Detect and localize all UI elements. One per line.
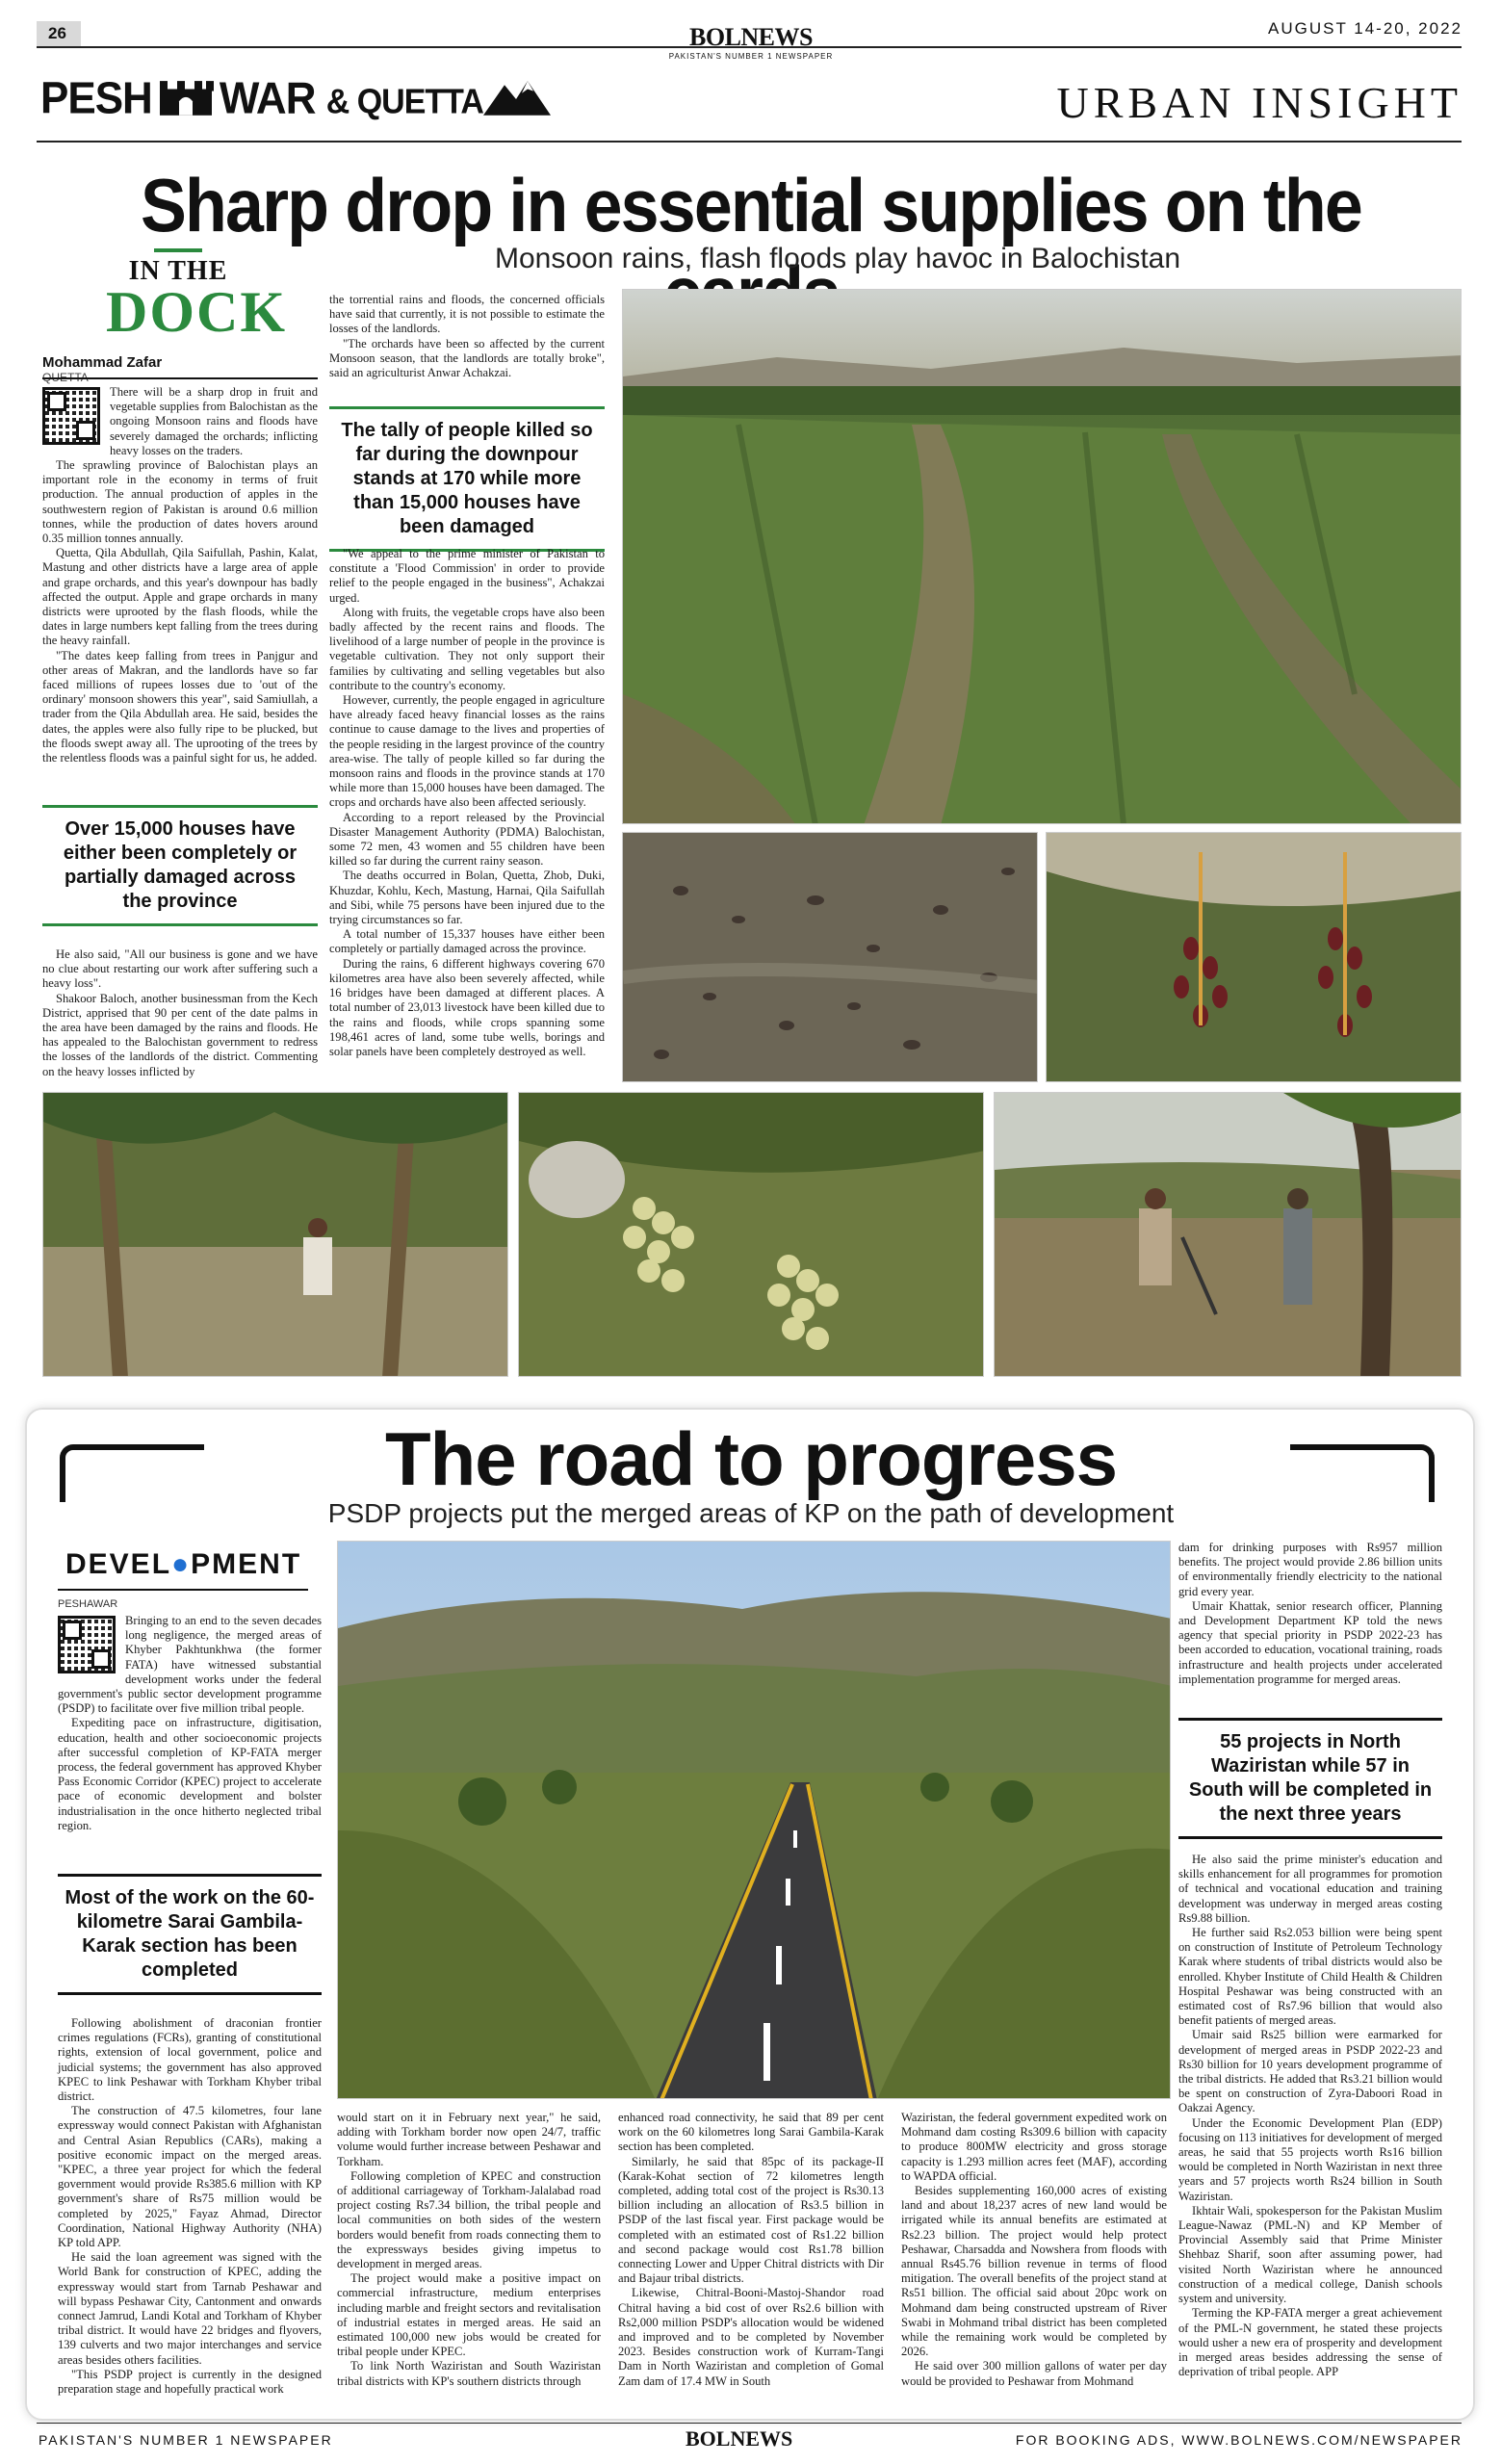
footer-ads-link[interactable]: FOR BOOKING ADS, WWW.BOLNEWS.COM/NEWSPAPER [1015, 2432, 1462, 2448]
story1-headline: Sharp drop in essential supplies on the [140, 163, 1361, 247]
photo-farmers-digging [994, 1092, 1462, 1377]
story1-byline [42, 354, 283, 384]
kicker-accent-bar [154, 248, 202, 252]
paragraph: A total number of 15,337 houses have either been completely or partially damaged across the province. [329, 927, 605, 956]
paragraph: The deaths occurred in Bolan, Quetta, Zhob, Duki, Khuzdar, Kohlu, Kech, Mastung, Harnai, Qila Saifullah and Sibi, while 75 persons have been injured due to the trying circumstances so far. [329, 869, 605, 927]
fallen-dates-image [623, 833, 1038, 1082]
paragraph: Likewise, Chitral-Booni-Mastoj-Shandor road Chitral having a bid cost of over Rs2.6 billion with Rs2,000 million PSDP's allocation would be widened and improved and to be completed by November 2023. Besides construction work of Kurram-Tangi Dam in North Waziristan and completion of Gomal Zam dam of 17.4 MW in South [618, 2286, 884, 2388]
headline-bracket-left [60, 1444, 204, 1502]
story2-pullquote-a: Most of the work on the 60-kilometre Sarai Gambila-Karak section has been completed [58, 1874, 322, 1995]
mountain-icon [483, 77, 551, 117]
story2-subhead: PSDP projects put the merged areas of KP on the path of development [327, 1498, 1175, 1528]
paragraph: He said over 300 million gallons of water per day would be provided to Peshawar from Mohmand [901, 2359, 1167, 2388]
masthead-logo [664, 23, 838, 61]
fort-icon [152, 77, 220, 117]
kicker-rule [58, 1589, 308, 1591]
paragraph: According to a report released by the Provincial Disaster Management Authority (PDMA) Balochistan, some 72 men, 43 women and 55 children have been killed so far during the current rainy season. [329, 810, 605, 869]
qr-code[interactable] [42, 387, 100, 445]
footer-tagline: PAKISTAN'S NUMBER 1 NEWSPAPER [39, 2432, 333, 2448]
paragraph: He also said the prime minister's education and skills enhancement for all programmes for promotion of technical and vocational education and training development was underway in merged areas costing Rs9.88 billion. [1178, 1853, 1442, 1925]
story1-column-1 [42, 385, 318, 765]
story2-column-e [1178, 1541, 1442, 1687]
photo-grapes [518, 1092, 984, 1377]
in-the-dock-kicker [106, 248, 287, 344]
paragraph: Under the Economic Development Plan (EDP) focusing on 113 initiatives for development of merged areas, he said that 55 projects worth Rs16 billion would be completed in North Waziristan in next three years and 57 projects worth Rs24 billion in South Waziristan. [1178, 2115, 1442, 2203]
paragraph: There will be a sharp drop in fruit and vegetable supplies from Balochistan as the ongoing Monsoon rains and floods have severely damaged the orchards; inflicting heavy losses on the traders. [110, 385, 318, 457]
paragraph: Terming the KP-FATA merger a great achievement of the PML-N government, he stated these projects would usher a new era of prosperity and development in merged areas besides addressing the sense of deprivation of tribal people. APP [1178, 2306, 1442, 2379]
paragraph: Shakoor Baloch, another businessman from the Kech District, apprised that 90 per cent of the date palms in the area have been damaged by the rains and floods. He has appealed to the Balochistan government to redress the losses of the landlords of the district. Commenting on the heavy losses inflicted by [42, 991, 318, 1078]
paragraph: dam for drinking purposes with Rs957 million benefits. The project would provide 2.86 billion units of environmentally friendly electricity to the national grid every year. [1178, 1541, 1442, 1598]
paragraph: Bringing to an end to the seven decades long negligence, the merged areas of Khyber Pakhtunkhwa (the former FATA) have witnessed substantial development works under the federal government's public sector development programme (PSDP) to facilitate over five million tribal people. [58, 1614, 322, 1716]
paragraph: To link North Waziristan and South Waziristan tribal districts with KP's southern districts through [337, 2359, 601, 2388]
story2-column-c [618, 2111, 884, 2389]
section-left-part-b: WAR [219, 73, 316, 124]
paragraph: Waziristan, the federal government expedited work on Mohmand dam costing Rs309.6 billion with capacity to produce 800MW electricity and gross storage capacity is 1.293 million acres feet (MAF), according to WAPDA official. [901, 2111, 1167, 2183]
story2-column-d [901, 2111, 1167, 2389]
paragraph: The construction of 47.5 kilometres, four lane expressway would connect Pakistan with Afghanistan and Central Asian Republics (CARs), making a positive economic impact on the merged areas. "KPEC, a three year project for which the federal government would provide Rs385.6 million with KP government's share of Rs75 million would be completed by 2025," Fayaz Ahmad, Director Coordination, National Highway Authority (NHA) KP told APP. [58, 2104, 322, 2250]
paragraph: Following completion of KPEC and construction of additional carriageway of Torkham-Jalalabad road project costing Rs7.34 billion, the tribal people and local communities on both sides of the western borders would benefit from roads connecting them to the expressways besides giving impetus to development in merged areas. [337, 2168, 601, 2271]
paragraph: would start on it in February next year," he said, adding with Torkham border now open 24/7, traffic volume would further increase between Peshawar and Torkham. [337, 2111, 601, 2168]
footer-logo: BOLNEWS [686, 2426, 793, 2451]
paragraph: Ikhtair Wali, spokesperson for the Pakistan Muslim League-Nawaz (PML-N) and KP Member of Provincial Assembly said that Prime Minister Shehbaz Sharif, soon after assuming power, had visited North Waziristan where he announced construction of a medical college, Danish schools system and university. [1178, 2203, 1442, 2306]
field-image [623, 290, 1462, 824]
kicker-in-the: IN THE [128, 256, 228, 286]
paragraph: He said the loan agreement was signed with the World Bank for construction of KPEC, adding the expressway would start from Tarnab Peshawar and will bypass Peshawar City, Cantonment and onwards connect Jamrud, Landi Kotal and Torkham of Khyber tribal district. It would have 22 bridges and flyovers, 139 culverts and two major interchanges and service areas besides others facilities. [58, 2250, 322, 2367]
paragraph: He also said, "All our business is gone and we have no clue about restarting our work after suffering such a heavy loss". [42, 947, 318, 991]
paragraph: Besides supplementing 160,000 acres of existing land and about 18,237 acres of new land would be irrigated while its annual benefits are estimated at Rs2.23 billion. The project would help protect Peshawar, Charsadda and Nowshera from floods with annual Rs45.76 billion revenue in terms of flood mitigation. The overall benefits of the project stand at Rs51 billion. The official said about 20pc work on Mohmand dam being constructed upstream of River Swabi in Mohmand tribal district has been completed while the remaining work would be completed by 2026. [901, 2184, 1167, 2359]
section-left-part-a: PESH [40, 73, 152, 124]
farmers-image [995, 1093, 1462, 1377]
masthead-paper-name: BOLNEWS [689, 23, 813, 51]
paragraph: Umair Khattak, senior research officer, Planning and Development Department KP told the news agency that special priority in PSDP 2022-23 has been accorded to education, vocational training, roads infrastructure and health projects under accelerated implementation programme for merged areas. [1178, 1598, 1442, 1686]
story2-column-a2 [58, 2016, 322, 2397]
photo-fallen-dates [622, 832, 1038, 1082]
flame-o-icon: ● [171, 1548, 192, 1580]
byline-name: Mohammad Zafar [42, 354, 163, 371]
section-title-right: URBAN INSIGHT [1056, 78, 1462, 127]
development-kicker [65, 1548, 301, 1581]
qr-code[interactable] [58, 1616, 116, 1673]
kicker-part-a: DEVEL [65, 1548, 172, 1580]
story2-column-b [337, 2111, 601, 2389]
paragraph: Following abolishment of draconian frontier crimes regulations (FCRs), granting of constitutional rights, extension of local government, police and judicial systems; the government has also approved KPEC to link Peshawar with Torkham Khyber tribal district. [58, 2016, 322, 2104]
paragraph: During the rains, 6 different highways covering 670 kilometres area have also been severely affected, while 16 bridges have been damaged at different places. A total number of 23,013 livestock have been killed due to the rains and floods, while crops spanning some 198,461 acres of land, some tube wells, borings and solar panels have been completely destroyed as well. [329, 956, 605, 1058]
story2-column-e2 [1178, 1853, 1442, 2379]
paragraph: the torrential rains and floods, the concerned officials have said that currently, it is not possible to estimate the losses of the landlords. [329, 293, 605, 336]
paragraph: Umair said Rs25 billion were earmarked for development of merged areas in PSDP 2022-23 and Rs30 billion for 10 years development programme of the tribal districts. He added that Rs3.21 billion would be spent on construction of Zyra-Daboori Road in Oakzai Agency. [1178, 2028, 1442, 2115]
story2-column-a [58, 1614, 322, 1833]
byline-rule [42, 377, 318, 379]
paragraph: Quetta, Qila Abdullah, Qila Saifullah, Pashin, Kalat, Mastung and other districts have a large area of apple and grape orchards, and this year's downpour has badly affected the output. Apple and grape orchards in many districts were uprooted by the flash floods, while the dates in large numbers kept falling from the trees during the heavy rainfall. [42, 546, 318, 648]
paragraph: The sprawling province of Balochistan plays an important role in the economy in terms of fruit production. The annual production of apples in the southwestern region of Pakistan is around 0.6 million tonnes, while the production of dates hovers around 0.35 million tonnes annually. [42, 458, 318, 546]
masthead-bottom-rule [37, 141, 1462, 143]
story2-headline: The road to progress [384, 1416, 1118, 1501]
story1-column-1b [42, 947, 318, 1079]
story1-column-2a [329, 293, 605, 380]
date-bunch-image [1047, 833, 1462, 1082]
paragraph: enhanced road connectivity, he said that 89 per cent work on the 60 kilometres long Sarai Gambila-Karak section has been completed. [618, 2111, 884, 2154]
paragraph: Expediting pace on infrastructure, digitisation, education, health and other socioeconomic projects after successful completion of KP-FATA merger process, the federal government has approved Khyber Pass Economic Corridor (KPEC) project to accelerate pace of economic development and bolster industrialisation in the once hitherto neglected tribal region. [58, 1716, 322, 1832]
footer-rule [37, 2423, 1462, 2424]
road-image [338, 1542, 1171, 2099]
photo-date-palm-worker [42, 1092, 508, 1377]
story1-pullquote-1: Over 15,000 houses have either been completely or partially damaged across the province [42, 805, 318, 926]
issue-date: AUGUST 14-20, 2022 [1268, 19, 1462, 38]
paragraph: The project would make a positive impact on commercial infrastructure, medium enterprises including marble and freight sectors and revitalisation of industrial estates in merged areas. He said an estimated 100,000 new jobs would be created for tribal people under KPEC. [337, 2271, 601, 2359]
story1-pullquote-2: The tally of people killed so far during the downpour stands at 170 while more than 15,000 houses have been damaged [329, 406, 605, 552]
story2-pullquote-e: 55 projects in North Waziristan while 57 in South will be completed in the next three years [1178, 1718, 1442, 1839]
palm-worker-image [43, 1093, 508, 1377]
paragraph: However, currently, the people engaged in agriculture have already faced heavy financial losses as the rains continue to cause damage to the lives and properties of the people residing in the largest province of the country area-wise. The tally of people killed so far during the monsoon rains and floods in the province stands at 170 while more than 15,000 houses have been damaged. The crops and orchards have also been affected seriously. [329, 693, 605, 810]
story1-column-2b [329, 547, 605, 1059]
section-title-left [40, 74, 551, 125]
paragraph: "The orchards have been so affected by the current Monsoon season, that the landlords are totally broke", said an agriculturist Anwar Achakzai. [329, 336, 605, 380]
headline-bracket-right [1290, 1444, 1435, 1502]
kicker-dock: DOCK [106, 280, 287, 344]
paragraph: He further said Rs2.053 billion were being spent on construction of Institute of Petroleum Technology Karak where students of tribal districts would also be enrolled. Khyber Institute of Child Health & Children Hospital Peshawar was being constructed with an estimated cost of Rs7.96 billion that would also benefit patients of merged areas. [1178, 1926, 1442, 2028]
paragraph: Along with fruits, the vegetable crops have also been badly affected by the recent rains and floods. The livelihood of a large number of people in the province is vegetable cultivation. They not only support their families by cultivating and selling vegetables but also contribute to the country's economy. [329, 605, 605, 692]
grapes-image [519, 1093, 984, 1377]
paragraph: "We appeal to the prime minister of Pakistan to constitute a 'Flood Commission' in order to provide relief to the people engaged in the business", Achakzai urged. [329, 547, 605, 605]
story1-subhead: Monsoon rains, flash floods play havoc in Balochistan [494, 243, 1181, 274]
photo-road [337, 1541, 1171, 2099]
photo-date-bunch [1046, 832, 1462, 1082]
paragraph: "The dates keep falling from trees in Panjgur and other areas of Makran, and the landlords have so far faced millions of rupees losses due to 'out of the ordinary' monsoon showers this year", said Samiullah, a trader from the Qila Abdullah area. He said, besides the dates, the apples were also fully ripe to be plucked, but the floods swept away all. The uprooting of the trees by the relentless floods was a painful sight for us, he added. [42, 648, 318, 765]
paragraph: "This PSDP project is currently in the designed preparation stage and hopefully practical work [58, 2367, 322, 2397]
section-left-part-c: & QUETTA [325, 83, 483, 122]
kicker-part-b: PMENT [191, 1548, 302, 1580]
photo-vegetable-field [622, 289, 1462, 824]
page-number: 26 [37, 21, 81, 46]
masthead-tagline: PAKISTAN'S NUMBER 1 NEWSPAPER [668, 52, 834, 61]
story2-location: PESHAWAR [58, 1598, 118, 1610]
paragraph: Similarly, he said that 85pc of its package-II (Karak-Kohat section of 72 kilometres length completed, adding total cost of the project is Rs30.13 billion including an allocation of Rs3.5 billion in PSDP of the last fiscal year. First package would be completed with an estimated cost of Rs1.22 billion and second package would cost Rs1.78 billion connecting Lower and Upper Chitral districts with Dir and Bajaur tribal districts. [618, 2154, 884, 2286]
